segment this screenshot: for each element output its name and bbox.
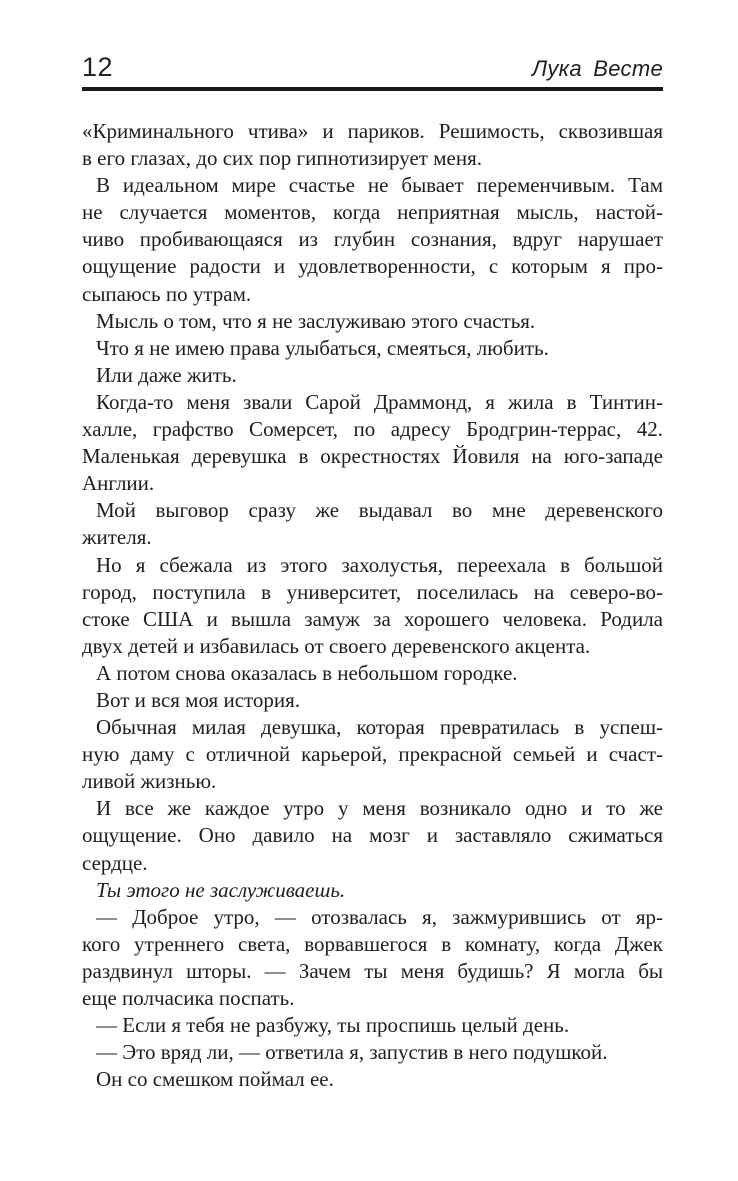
paragraph — [82, 795, 663, 876]
running-title-author: Лука Весте — [531, 56, 663, 81]
body-text — [82, 118, 663, 1093]
page-number: 12 — [82, 52, 114, 82]
text-line: Маленькая деревушка в окрестностях Йовиля на юго-западе — [82, 444, 663, 469]
text-line: ную даму с отличной карьерой, прекрасной семьей и счаст- — [82, 742, 663, 767]
text-line: Или даже жить. — [96, 362, 237, 387]
text-line: Обычная милая девушка, которая превратилась в успеш- — [96, 715, 663, 740]
paragraph — [82, 172, 663, 307]
paragraph — [82, 904, 663, 1012]
text-line: раздвинул шторы. — Зачем ты меня будишь? Я могла бы — [82, 958, 663, 983]
page-content — [82, 50, 663, 1093]
paragraph — [82, 1066, 663, 1093]
text-line: Англии. — [82, 471, 155, 496]
page-header — [82, 50, 663, 81]
text-line: еще полчасика поспать. — [82, 986, 295, 1010]
paragraph — [82, 335, 663, 362]
text-line: Мысль о том, что я не заслуживаю этого счастья. — [96, 308, 536, 333]
text-line: халле, графство Сомерсет, по адресу Бродгрин-террас, 42. — [82, 417, 663, 442]
paragraph — [82, 687, 663, 714]
text-line: Что я не имею права улыбаться, смеяться, любить. — [96, 335, 549, 360]
text-line: ливой жизнью. — [82, 769, 217, 794]
paragraph — [82, 118, 663, 172]
text-line: стоке США и вышла замуж за хорошего человека. Родила — [82, 606, 663, 631]
text-line: ощущение радости и удовлетворенности, с которым я про- — [82, 254, 663, 279]
text-line: Он со смешком поймал ее. — [96, 1067, 334, 1092]
text-line: «Криминального чтива» и париков. Решимость, сквозившая — [82, 119, 663, 143]
text-line: — Если я тебя не разбужу, ты проспишь целый день. — [96, 1013, 570, 1038]
paragraph — [82, 1012, 663, 1039]
text-line: — Доброе утро, — отозвалась я, зажмурившись от яр- — [96, 904, 663, 929]
text-line: И все же каждое утро у меня возникало одно и то же — [96, 796, 663, 821]
text-line: В идеальном мире счастье не бывает переменчивым. Там — [96, 173, 663, 198]
header-rule — [82, 87, 663, 91]
paragraph — [82, 877, 663, 904]
text-line: сыпаюсь по утрам. — [82, 281, 252, 306]
text-line: Вот и вся моя история. — [96, 687, 301, 712]
text-line: двух детей и избавилась от своего деревенского акцента. — [82, 633, 591, 658]
text-line: не случается моментов, когда неприятная мысль, настой- — [82, 200, 663, 225]
text-line: — Это вряд ли, — ответила я, запустив в него подушкой. — [96, 1040, 608, 1065]
text-line: чиво пробивающаяся из глубин сознания, вдруг нарушает — [82, 227, 663, 252]
text-line: в его глазах, до сих пор гипнотизирует меня. — [82, 146, 482, 171]
text-line: Когда-то меня звали Сарой Драммонд, я жила в Тинтин- — [96, 389, 663, 414]
paragraph — [82, 1039, 663, 1066]
text-line: город, поступила в университет, поселилась на северо-во- — [82, 579, 663, 604]
text-line: жителя. — [82, 525, 152, 550]
paragraph — [82, 362, 663, 389]
paragraph — [82, 497, 663, 551]
text-line: Мой выговор сразу же выдавал во мне деревенского — [96, 498, 663, 523]
text-line: Но я сбежала из этого захолустья, переехала в большой — [96, 552, 663, 577]
text-line: сердце. — [82, 850, 148, 875]
text-line: Ты этого не заслуживаешь. — [96, 877, 346, 902]
paragraph — [82, 552, 663, 660]
text-line: кого утреннего света, ворвавшегося в комнату, когда Джек — [82, 931, 663, 956]
text-line: А потом снова оказалась в небольшом городке. — [96, 660, 518, 685]
paragraph — [82, 389, 663, 497]
paragraph — [82, 660, 663, 687]
text-line: ощущение. Оно давило на мозг и заставляло сжиматься — [82, 823, 663, 848]
paragraph — [82, 714, 663, 795]
paragraph — [82, 308, 663, 335]
